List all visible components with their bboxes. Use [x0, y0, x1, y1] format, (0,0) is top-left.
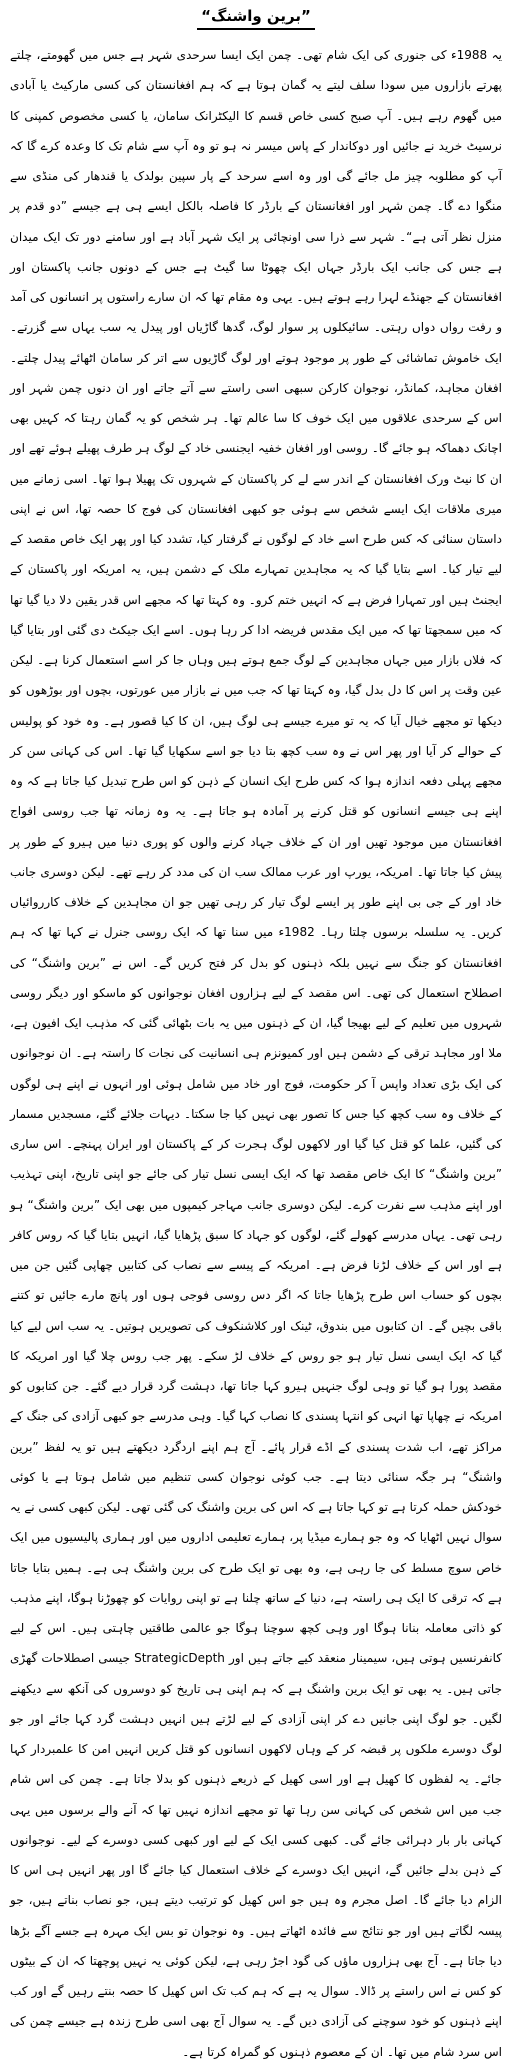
column-body: یہ 1988ء کی جنوری کی ایک شام تھی۔ چمن ایک ایسا سرحدی شہر ہے جس میں گھومتے، چلتے پھرتے بازاروں میں سودا سلف لیتے یہ گمان ہوتا ہے کہ ہم افغانستان کی کسی مارکیٹ یا آبادی میں گھوم رہے ہیں۔ آپ صبح کسی خاص قسم کا الیکٹرانک سامان، یا کسی مخصوص کمپنی کا نرسیٹ خرید نے جائیں اور دوکاندار کے پاس میسر نہ ہو تو وہ آپ سے شام تک کا وعدہ کرے گا کہ آپ کو مطلوبہ چیز مل جائے گی اور وہ اسے سرحد کے پار سپین بولدک یا قندھار کی منڈی سے منگوا دے گا۔ چمن شہر اور افغانستان کے بارڈر کا فاصلہ بالکل ایسے ہی ہے جیسے ”دو قدم پر منزل نظر آتی ہے“۔ شہر سے ذرا سی اونچائی پر ایک شہر آباد ہے اور سامنے دور تک ایک میدان ہے جس کی جانب ایک بارڈر جہاں ایک چھوٹا سا گیٹ ہے جس کے دونوں جانب پاکستان اور افغانستان کے جھنڈے لہرا رہے ہوتے ہیں۔ یہی وہ مقام تھا کہ ان سارے راستوں پر انسانوں کی آمد و رفت رواں دواں رہتی۔ سائیکلوں پر سوار لوگ، گدھا گاڑیاں اور پیدل یہ سب یہاں سے گزرتے۔ ایک خاموش تماشائی کے طور پر موجود ہوتے اور لوگ گاڑیوں سے اتر کر سامان اٹھائے پیدل چلتے۔ افغان مجاہد، کمانڈر، نوجوان کارکن سبھی اسی راستے سے آتے جاتے اور ان دنوں چمن شہر اور اس کے سرحدی علاقوں میں ایک خوف کا سا عالم تھا۔ ہر شخص کو یہ گمان رہتا کہ کہیں بھی اچانک دھماکہ ہو جائے گا۔ روسی اور افغان خفیہ ایجنسی خاد کے لوگ ہر طرف پھیلے ہوئے تھے اور ان کا نیٹ ورک افغانستان کے اندر سے لے کر پاکستان کے شہروں تک پھیلا ہوا تھا۔ اسی زمانے میں میری ملاقات ایک ایسے شخص سے ہوئی جو کبھی افغانستان کی فوج کا حصہ تھا، اس نے اپنی داستان سنائی کہ کس طرح اسے خاد کے لوگوں نے گرفتار کیا، تشدد کیا اور پھر ایک خاص مقصد کے لیے تیار کیا۔ اسے بتایا گیا کہ یہ مجاہدین تمہارے ملک کے دشمن ہیں، یہ امریکہ اور پاکستان کے ایجنٹ ہیں اور تمہارا فرض ہے کہ انہیں ختم کرو۔ وہ کہتا تھا کہ مجھے اس قدر یقین دلا دیا گیا تھا کہ میں سمجھتا تھا کہ میں ایک مقدس فریضہ ادا کر رہا ہوں۔ اسے ایک جیکٹ دی گئی اور بتایا گیا کہ فلاں بازار میں جہاں مجاہدین کے لوگ جمع ہوتے ہیں وہاں جا کر اسے استعمال کرنا ہے۔ لیکن عین وقت پر اس کا دل بدل گیا، وہ کہتا تھا کہ جب میں نے بازار میں عورتوں، بچوں اور بوڑھوں کو دیکھا تو مجھے خیال آیا کہ یہ تو میرے جیسے ہی لوگ ہیں، ان کا کیا قصور ہے۔ وہ خود کو پولیس کے حوالے کر آیا اور پھر اس نے وہ سب کچھ بتا دیا جو اسے سکھایا گیا تھا۔ اس کی کہانی سن کر مجھے پہلی دفعہ اندازہ ہوا کہ کس طرح ایک انسان کے ذہن کو اس طرح تبدیل کیا جاتا ہے کہ وہ اپنے ہی جیسے انسانوں کو قتل کرنے پر آمادہ ہو جاتا ہے۔ یہ وہ زمانہ تھا جب روسی افواج افغانستان میں موجود تھیں اور ان کے خلاف جہاد کرنے والوں کو پوری دنیا میں ہیرو کے طور پر پیش کیا جاتا تھا۔ امریکہ، یورپ اور عرب ممالک سب ان کی مدد کر رہے تھے۔ لیکن دوسری جانب خاد اور کے جی بی اپنے طور پر ایسے لوگ تیار کر رہی تھیں جو ان مجاہدین کے خلاف کارروائیاں کریں۔ یہ سلسلہ برسوں چلتا رہا۔ 1982ء میں سنا تھا کہ ایک روسی جنرل نے کہا تھا کہ ہم افغانستان کو جنگ سے نہیں بلکہ ذہنوں کو بدل کر فتح کریں گے۔ اس نے ”برین واشنگ“ کی اصطلاح استعمال کی تھی۔ اس مقصد کے لیے ہزاروں افغان نوجوانوں کو ماسکو اور دیگر روسی شہروں میں تعلیم کے لیے بھیجا گیا، ان کے ذہنوں میں یہ بات بٹھائی گئی کہ مذہب ایک افیون ہے، ملا اور مجاہد ترقی کے دشمن ہیں اور کمیونزم ہی انسانیت کی نجات کا راستہ ہے۔ ان نوجوانوں کی ایک بڑی تعداد واپس آ کر حکومت، فوج اور خاد میں شامل ہوئی اور انہوں نے اپنے ہی لوگوں کے خلاف وہ سب کچھ کیا جس کا تصور بھی نہیں کیا جا سکتا۔ دیہات جلائے گئے، مسجدیں مسمار کی گئیں، علما کو قتل کیا گیا اور لاکھوں لوگ ہجرت کر کے پاکستان اور ایران پہنچے۔ اس ساری ”برین واشنگ“ کا ایک خاص مقصد تھا کہ ایک ایسی نسل تیار کی جائے جو اپنی تاریخ، اپنی تہذیب اور اپنے مذہب سے نفرت کرے۔ لیکن دوسری جانب مہاجر کیمپوں میں بھی ایک ”برین واشنگ“ ہو رہی تھی۔ یہاں مدرسے کھولے گئے، لوگوں کو جہاد کا سبق پڑھایا گیا، انہیں بتایا گیا کہ روس کافر ہے اور اس کے خلاف لڑنا فرض ہے۔ امریکہ کے پیسے سے نصاب کی کتابیں چھاپی گئیں جن میں بچوں کو حساب اس طرح پڑھایا جاتا کہ اگر دس روسی فوجی ہوں اور پانچ مارے جائیں تو کتنے باقی بچیں گے۔ ان کتابوں میں بندوق، ٹینک اور کلاشنکوف کی تصویریں ہوتیں۔ یہ سب اس لیے کیا گیا کہ ایک ایسی نسل تیار ہو جو روس کے خلاف لڑ سکے۔ پھر جب روس چلا گیا اور امریکہ کا مقصد پورا ہو گیا تو وہی لوگ جنہیں ہیرو کہا جاتا تھا، دہشت گرد قرار دیے گئے۔ جن کتابوں کو امریکہ نے چھاپا تھا انہی کو انتہا پسندی کا نصاب کہا گیا۔ وہی مدرسے جو کبھی آزادی کی جنگ کے مراکز تھے، اب شدت پسندی کے اڈے قرار پائے۔ آج ہم اپنے اردگرد دیکھتے ہیں تو یہ لفظ ”برین واشنگ“ ہر جگہ سنائی دیتا ہے۔ جب کوئی نوجوان کسی تنظیم میں شامل ہوتا ہے یا کوئی خودکش حملہ کرتا ہے تو کہا جاتا ہے کہ اس کی برین واشنگ کی گئی تھی۔ لیکن کبھی کسی نے یہ سوال نہیں اٹھایا کہ وہ جو ہمارے میڈیا پر، ہمارے تعلیمی اداروں میں اور ہماری پالیسیوں میں ایک خاص سوچ مسلط کی جا رہی ہے، وہ بھی تو ایک طرح کی برین واشنگ ہی ہے۔ ہمیں بتایا جاتا ہے کہ ترقی کا ایک ہی راستہ ہے، دنیا کے ساتھ چلنا ہے تو اپنی روایات کو چھوڑنا ہوگا، اپنے مذہب کو ذاتی معاملہ بنانا ہوگا اور وہی کچھ سوچنا ہوگا جو عالمی طاقتیں چاہتی ہیں۔ اس کے لیے کانفرنسیں ہوتی ہیں، سیمینار منعقد کیے جاتے ہیں اور StrategicDepth جیسی اصطلاحات گھڑی جاتی ہیں۔ یہ بھی تو ایک برین واشنگ ہے کہ ہم اپنی ہی تاریخ کو دوسروں کی آنکھ سے دیکھنے لگیں۔ جو لوگ اپنی جانیں دے کر اپنی آزادی کے لیے لڑتے ہیں انہیں دہشت گرد کہا جائے اور جو لوگ دوسرے ملکوں پر قبضہ کر کے وہاں لاکھوں انسانوں کو قتل کریں انہیں امن کا علمبردار کہا جائے۔ یہ لفظوں کا کھیل ہے اور اسی کھیل کے ذریعے ذہنوں کو بدلا جاتا ہے۔ چمن کی اس شام جب میں اس شخص کی کہانی سن رہا تھا تو مجھے اندازہ نہیں تھا کہ آنے والے برسوں میں یہی کہانی بار بار دہرائی جائے گی۔ کبھی کسی ایک کے لیے اور کبھی کسی دوسرے کے لیے۔ نوجوانوں کے ذہن بدلے جائیں گے، انہیں ایک دوسرے کے خلاف استعمال کیا جائے گا اور پھر انہیں ہی اس کا الزام دیا جائے گا۔ اصل مجرم وہ ہیں جو اس کھیل کو ترتیب دیتے ہیں، جو نصاب بناتے ہیں، جو پیسہ لگاتے ہیں اور جو نتائج سے فائدہ اٹھاتے ہیں۔ وہ نوجوان تو بس ایک مہرہ ہے جسے آگے بڑھا دیا جاتا ہے۔ آج بھی ہزاروں ماؤں کی گود اجڑ رہی ہے، لیکن کوئی یہ نہیں پوچھتا کہ ان کے بیٹوں کو کس نے اس راستے پر ڈالا۔ سوال یہ ہے کہ ہم کب تک اس کھیل کا حصہ بنتے رہیں گے اور کب اپنے ذہنوں کو خود سوچنے کی آزادی دیں گے۔ یہ سوال آج بھی اسی طرح زندہ ہے جیسے چمن کی اس سرد شام میں تھا۔ ان کے معصوم ذہنوں کو گمراہ کرتا ہے۔ [10, 48, 503, 2059]
column-header [10, 6, 502, 30]
column-title: ”برین واشنگ“ [197, 6, 315, 30]
